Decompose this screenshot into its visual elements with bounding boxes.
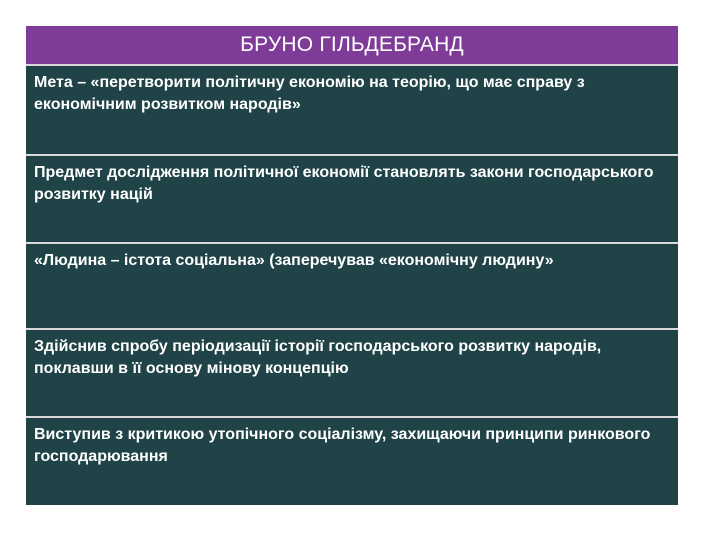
- row-text-1: Мета – «перетворити політичну економію на теорію, що має справу з економічним розвитком народів»: [34, 74, 585, 113]
- table-row-4: [26, 330, 678, 416]
- table-row-3: [26, 244, 678, 328]
- row-text-3: «Людина – істота соціальна» (заперечував «економічну людину»: [34, 252, 554, 269]
- row-text-5: Виступив з критикою утопічного соціалізму, захищаючи принципи ринкового господарювання: [34, 426, 651, 465]
- row-text-4: Здійснив спробу періодизації історії господарського розвитку народів, поклавши в її основу мінову концепцію: [34, 338, 602, 377]
- content-table: [26, 26, 678, 505]
- table-header: [26, 26, 678, 66]
- table-row-1: [26, 66, 678, 154]
- table-row-2: [26, 156, 678, 242]
- slide-title: БРУНО ГІЛЬДЕБРАНД: [240, 33, 464, 56]
- row-text-2: Предмет дослідження політичної економії становлять закони господарського розвитку націй: [34, 164, 654, 203]
- table-row-5: [26, 418, 678, 505]
